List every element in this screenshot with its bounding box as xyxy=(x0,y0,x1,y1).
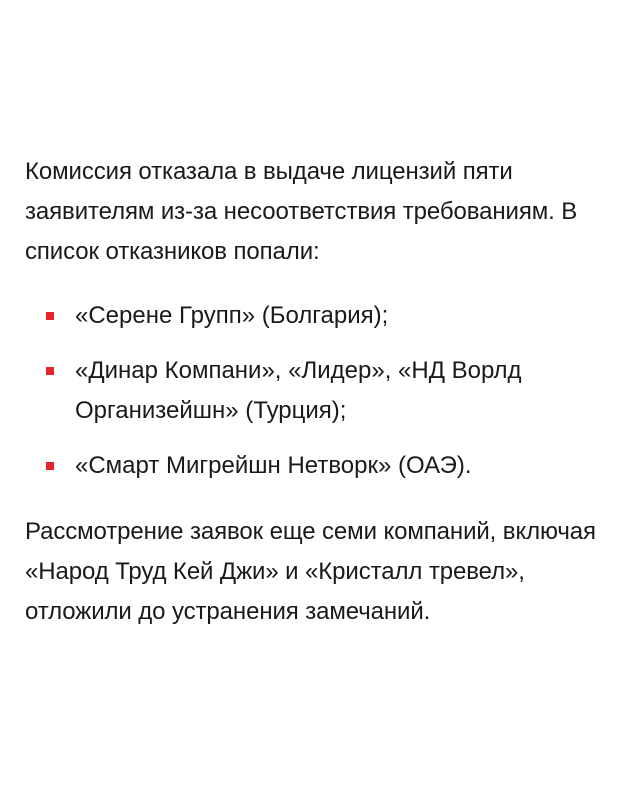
intro-paragraph: Комиссия отказала в выдаче лицензий пяти заявителям из-за несоответствия требованиям. В список отказников попали: xyxy=(25,158,578,265)
red-square-bullet-icon xyxy=(46,367,54,375)
red-square-bullet-icon xyxy=(46,462,54,470)
article-body xyxy=(25,152,625,632)
list-item-text: «Серене Групп» (Болгария); xyxy=(75,302,389,329)
list-item-text: «Динар Компани», «Лидер», «НД Ворлд Организейшн» (Турция); xyxy=(75,357,522,424)
red-square-bullet-icon xyxy=(46,312,54,320)
list-item xyxy=(25,351,625,431)
list-item xyxy=(25,296,625,336)
list-item xyxy=(25,446,625,486)
rejected-applicants-list xyxy=(25,296,625,486)
list-item-text: «Смарт Мигрейшн Нетворк» (ОАЭ). xyxy=(75,452,472,479)
outro-paragraph: Рассмотрение заявок еще семи компаний, включая «Народ Труд Кей Джи» и «Кристалл тревел», отложили до устранения замечаний. xyxy=(25,518,596,625)
